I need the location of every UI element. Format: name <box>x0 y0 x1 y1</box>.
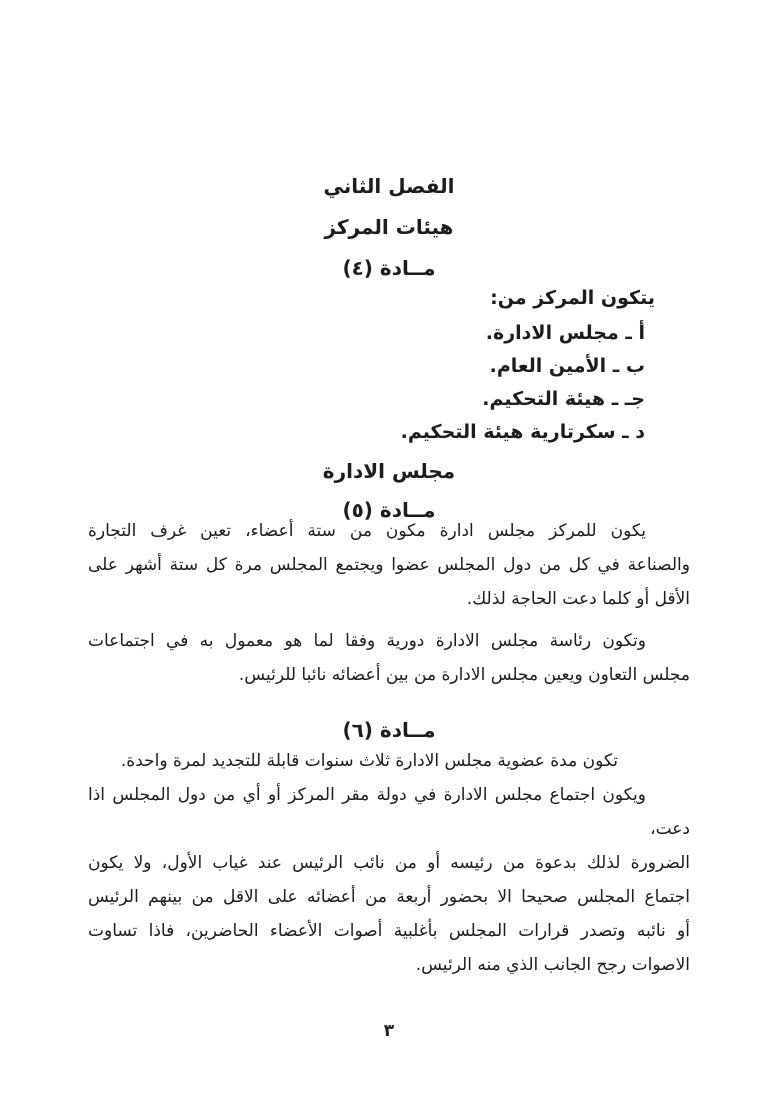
article-4-item-list <box>401 317 645 449</box>
paragraph-line: أو نائبه وتصدر قرارات المجلس بأغلبية أصوات الأعضاء الحاضرين، فاذا تساوت <box>88 921 690 941</box>
paragraph-line: مجلس التعاون ويعين مجلس الادارة من بين أعضائه نائبا للرئيس. <box>238 665 690 685</box>
paragraph-line: والصناعة في كل من دول المجلس عضوا ويجتمع المجلس مرة كل ستة أشهر على <box>88 555 690 575</box>
paragraph-line: تكون مدة عضوية مجلس الادارة ثلاث سنوات قابلة للتجديد لمرة واحدة. <box>120 751 618 771</box>
list-item-a: أ ـ مجلس الادارة. <box>485 322 645 344</box>
page-number: ٣ <box>383 1021 395 1041</box>
chapter-heading-block <box>0 166 778 289</box>
article-6-heading: مــادة (٦) <box>342 718 436 742</box>
article-4-intro: يتكون المركز من: <box>490 287 655 309</box>
article-5-paragraph-2 <box>88 624 690 692</box>
paragraph-line: يكون للمركز مجلس ادارة مكون من ستة أعضاء، تعين غرف التجارة <box>88 521 646 541</box>
paragraph-line: الأقل أو كلما دعت الحاجة لذلك. <box>466 589 690 609</box>
list-item-b: ب ـ الأمين العام. <box>489 355 645 377</box>
chapter-title: الفصل الثاني <box>323 174 455 198</box>
list-item-d: د ـ سكرتارية هيئة التحكيم. <box>400 421 645 443</box>
article-4-body <box>401 281 655 449</box>
article-4-heading: مــادة (٤) <box>342 256 436 280</box>
article-5-paragraph-1 <box>88 514 690 616</box>
paragraph-line: وتكون رئاسة مجلس الادارة دورية وفقا لما هو معمول به في اجتماعات <box>88 631 646 651</box>
paragraph-line: الاصوات رجح الجانب الذي منه الرئيس. <box>415 955 690 975</box>
paragraph-line: الضرورة لذلك بدعوة من رئيسه أو من نائب الرئيس عند غياب الأول، ولا يكون <box>88 853 690 873</box>
article-5-heading: مــادة (٥) <box>342 498 436 522</box>
paragraph-line: اجتماع المجلس صحيحا الا بحضور أربعة من أعضائه على الاقل من بينهم الرئيس <box>88 887 690 907</box>
article-6-paragraph-2 <box>88 778 690 982</box>
list-item-c: جـ ـ هيئة التحكيم. <box>482 388 645 410</box>
board-section-heading: مجلس الادارة <box>322 459 456 483</box>
paragraph-line: ويكون اجتماع مجلس الادارة في دولة مقر المركز أو أي من دول المجلس اذا دعت، <box>88 785 690 839</box>
chapter-subtitle: هيئات المركز <box>324 215 454 239</box>
article-6-paragraph-1 <box>88 744 690 778</box>
